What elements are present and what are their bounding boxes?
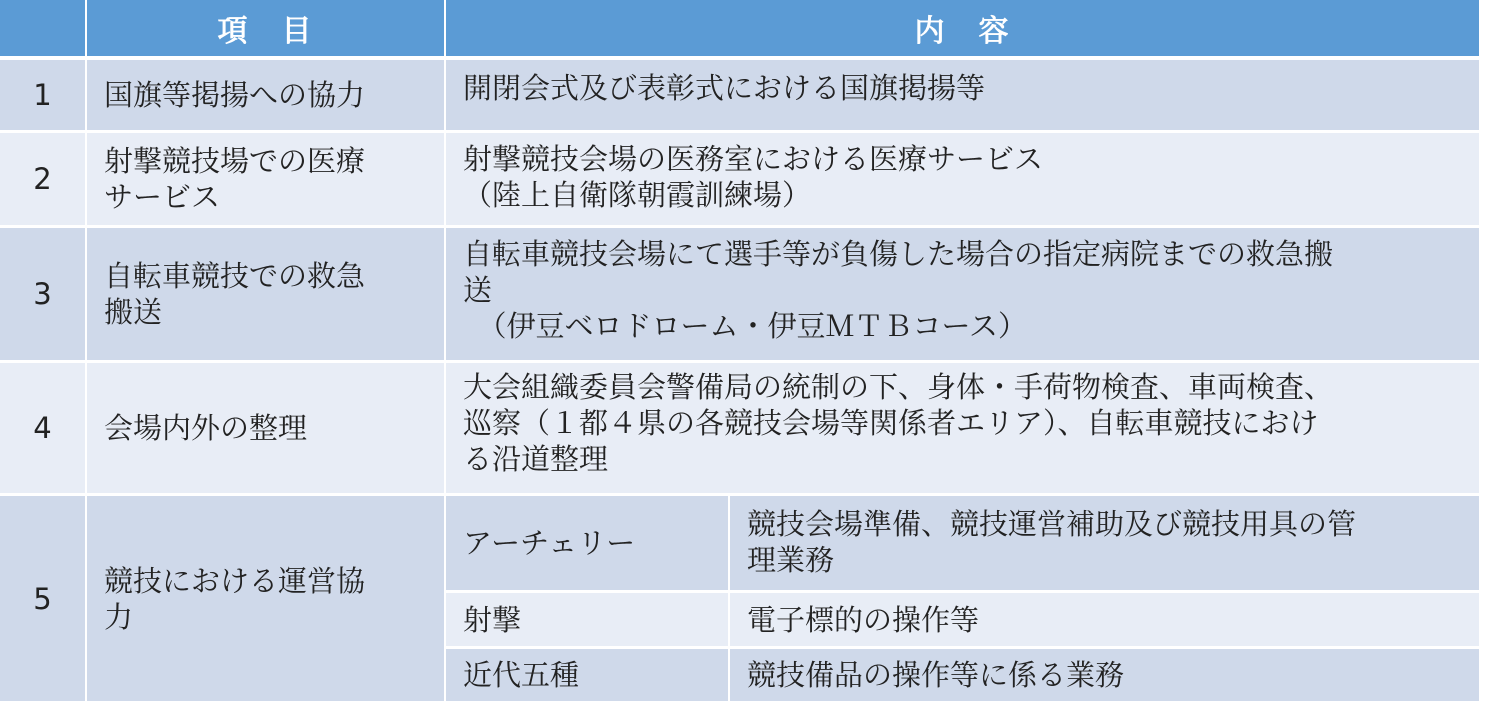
header-content: 内 容	[446, 0, 1479, 56]
row-4-item: 会場内外の整理	[87, 363, 444, 493]
row-2-item: 射撃競技場での医療 サービス	[87, 133, 444, 225]
row-3-number: 3	[0, 228, 85, 360]
sub-row-1-task: 競技会場準備、競技運営補助及び競技用具の管 理業務	[730, 496, 1479, 590]
header-item: 項 目	[87, 0, 444, 56]
row-5-number: 5	[0, 496, 85, 701]
sub-row-2-task: 電子標的の操作等	[730, 593, 1479, 646]
sub-row-2-sport: 射撃	[446, 593, 728, 646]
row-4-content: 大会組織委員会警備局の統制の下、身体・手荷物検査、車両検査、 巡察（１都４県の各競技会場等関係者エリア）、自転車競技におけ る沿道整理	[446, 363, 1479, 493]
row-4-number: 4	[0, 363, 85, 493]
header-corner	[0, 0, 85, 56]
row-3-item: 自転車競技での救急 搬送	[87, 228, 444, 360]
sub-row-3-sport: 近代五種	[446, 649, 728, 701]
row-1-content: 開閉会式及び表彰式における国旗掲揚等	[446, 60, 1479, 130]
row-1-item: 国旗等掲揚への協力	[87, 60, 444, 130]
sub-row-3-task: 競技備品の操作等に係る業務	[730, 649, 1479, 701]
row-5-item: 競技における運営協 力	[87, 496, 444, 701]
sub-row-1-sport: アーチェリー	[446, 496, 728, 590]
row-3-content: 自転車競技会場にて選手等が負傷した場合の指定病院までの救急搬 送 （伊豆ベロドローム・伊豆ＭＴＢコース）	[446, 228, 1479, 360]
row-2-number: 2	[0, 133, 85, 225]
row-2-content: 射撃競技会場の医務室における医療サービス （陸上自衛隊朝霞訓練場）	[446, 133, 1479, 225]
row-1-number: 1	[0, 60, 85, 130]
